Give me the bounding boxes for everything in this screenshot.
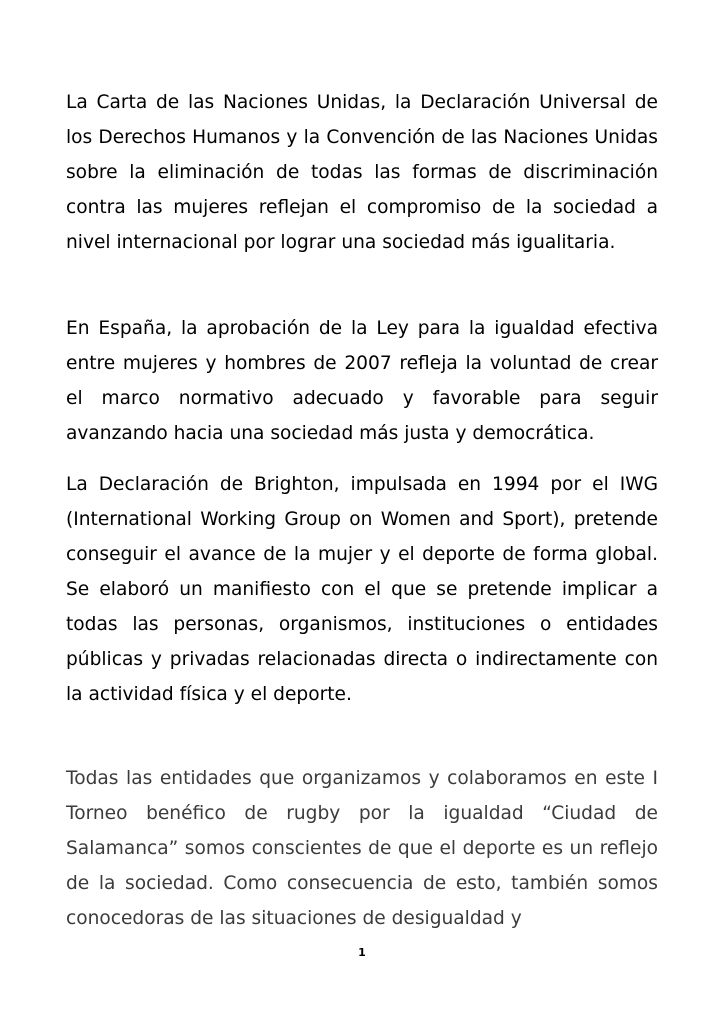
paragraph-text: En España, la aprobación de la Ley para la igualdad efectiva entre mujeres y hombres de 2007 refleja la voluntad de crear el marco normativo adecuado y favorable para seguir avanzando hacia una sociedad más justa y democrática. [66,318,658,444]
paragraph-un-charter [66,85,658,260]
paragraph-text: Todas las entidades que organizamos y colaboramos en este I Torneo benéfico de rugby por la igualdad “Ciudad de Salamanca” somos conscientes de que el deporte es un reflejo de la sociedad. Como consecuencia de esto, también somos conocedoras de las situaciones de desigualdad y [66,768,658,929]
page-number: 1 [358,946,366,959]
paragraph-brighton-declaration [66,467,658,712]
paragraph-spain-equality-law [66,311,658,451]
paragraph-rugby-tournament [66,761,658,936]
paragraph-text: La Declaración de Brighton, impulsada en 1994 por el IWG (International Working Group on Women and Sport), pretende conseguir el avance de la mujer y el deporte de forma global. Se elaboró un manifiesto con el que se pretende implicar a todas las personas, organismos, instituciones o entidades públicas y privadas relacionadas directa o indirectamente con la actividad física y el deporte. [66,474,658,705]
paragraph-text: La Carta de las Naciones Unidas, la Declaración Universal de los Derechos Humanos y la Convención de las Naciones Unidas sobre la eliminación de todas las formas de discriminación contra las mujeres reflejan el compromiso de la sociedad a nivel internacional por lograr una sociedad más igualitaria. [66,92,658,253]
